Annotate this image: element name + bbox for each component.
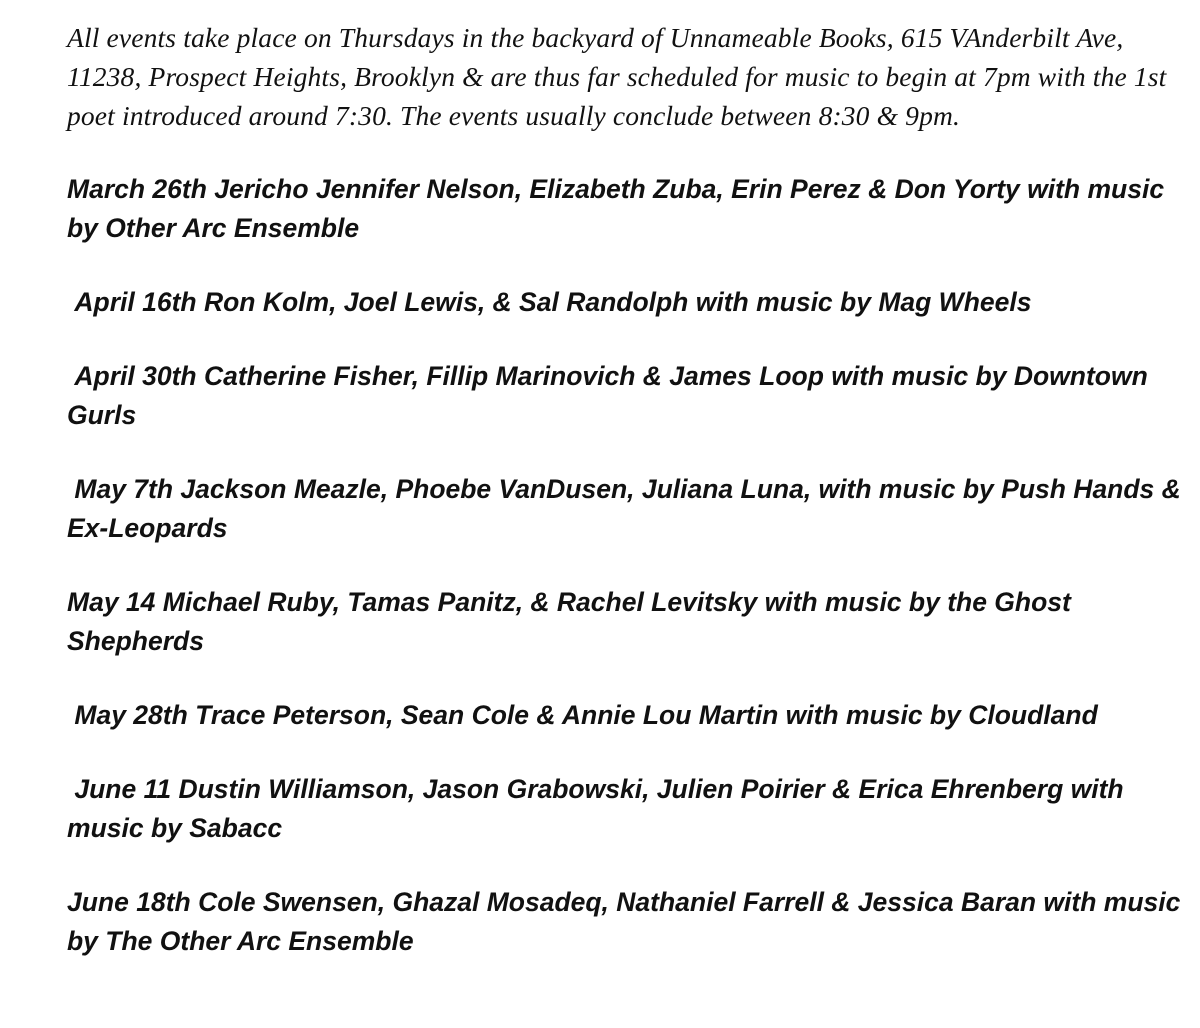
event-april-16: April 16th Ron Kolm, Joel Lewis, & Sal Randolph with music by Mag Wheels [67, 287, 1032, 317]
event-may-14: May 14 Michael Ruby, Tamas Panitz, & Rachel Levitsky with music by the Ghost Shepherds [67, 587, 1079, 656]
event-may-28: May 28th Trace Peterson, Sean Cole & Annie Lou Martin with music by Cloudland [67, 700, 1098, 730]
event-june-11: June 11 Dustin Williamson, Jason Grabowski, Julien Poirier & Erica Ehrenberg with music by Sabacc [67, 774, 1131, 843]
event-march-26: March 26th Jericho Jennifer Nelson, Elizabeth Zuba, Erin Perez & Don Yorty with music by Other Arc Ensemble [67, 174, 1172, 243]
intro-paragraph: All events take place on Thursdays in the backyard of Unnameable Books, 615 VAnderbilt Ave, 11238, Prospect Heights, Brooklyn & are thus far scheduled for music to begin at 7pm with the 1st poet introduced around 7:30. The events usually conclude between 8:30 & 9pm. [67, 22, 1167, 131]
event-april-30: April 30th Catherine Fisher, Fillip Marinovich & James Loop with music by Downtown Gurls [67, 361, 1156, 430]
event-may-7: May 7th Jackson Meazle, Phoebe VanDusen, Juliana Luna, with music by Push Hands & Ex-Leopards [67, 474, 1189, 543]
event-list [67, 170, 1187, 961]
event-june-18: June 18th Cole Swensen, Ghazal Mosadeq, Nathaniel Farrell & Jessica Baran with music by The Other Arc Ensemble [67, 887, 1188, 956]
event-document [67, 18, 1187, 961]
